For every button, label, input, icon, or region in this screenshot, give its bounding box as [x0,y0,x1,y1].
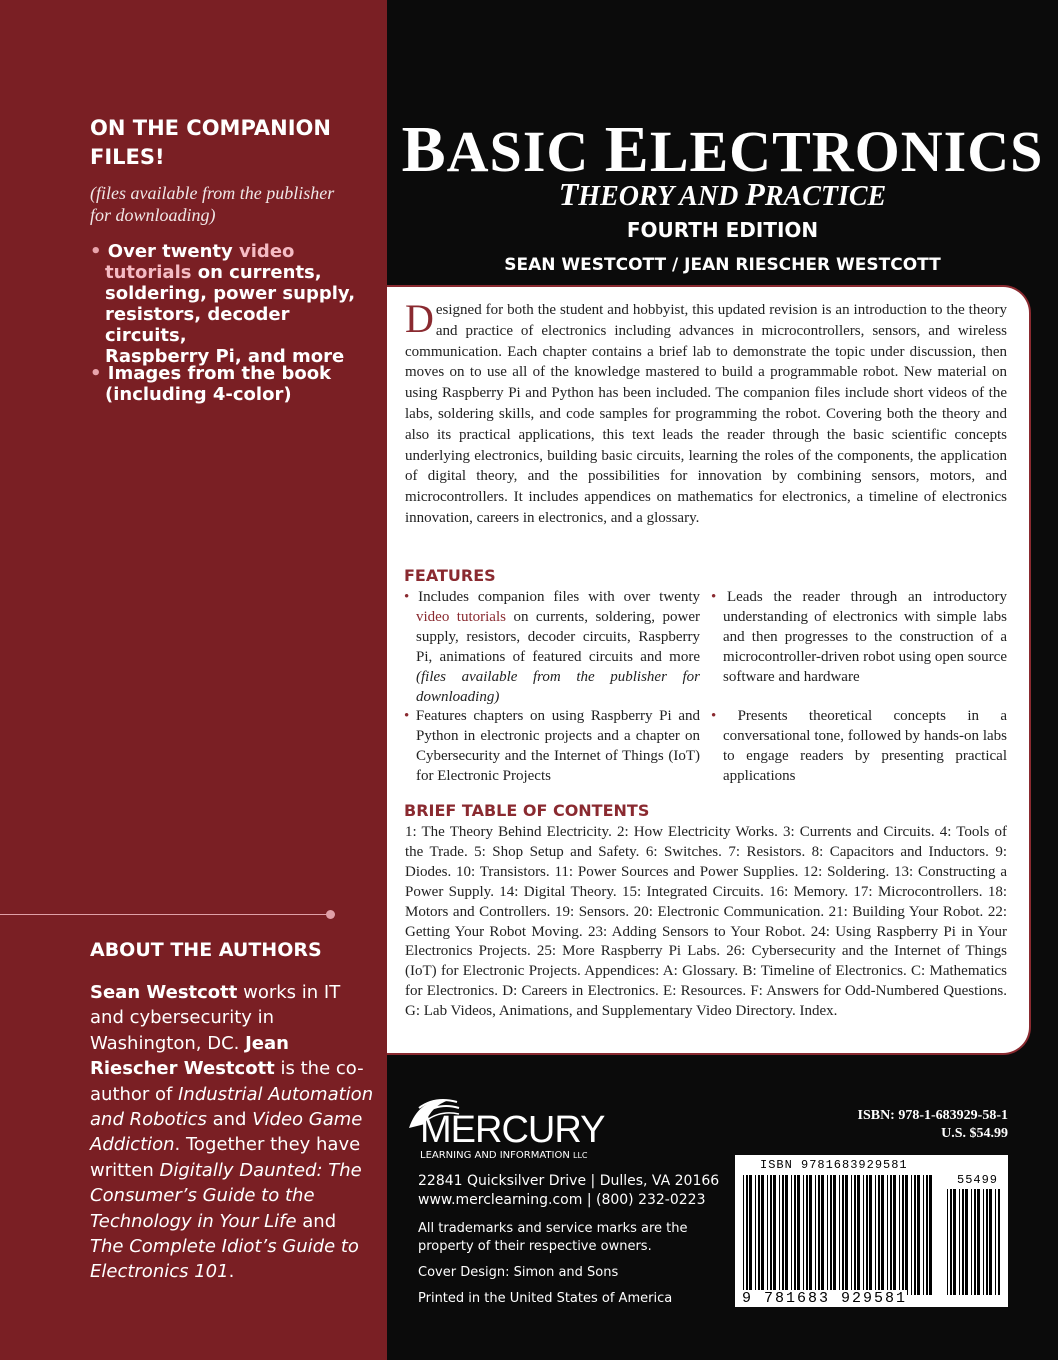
drop-cap: D [405,296,434,341]
barcode-bar [911,1175,912,1295]
barcode-bar [878,1175,880,1295]
barcode-bar [773,1175,776,1295]
barcode-bar [881,1175,884,1295]
barcode-bar [989,1189,992,1295]
barcode-bar [905,1175,908,1295]
barcode-bar [845,1175,848,1295]
companion-heading-line1: ON THE COMPANION [90,116,331,140]
barcode-bar [902,1175,904,1295]
barcode-bar [857,1175,860,1295]
edition: FOURTH EDITION [626,218,819,242]
barcode-bar [986,1189,988,1295]
bullet-dot-icon: • [711,589,727,605]
trademark-line1: All trademarks and service marks are the [418,1221,688,1236]
bullet-dot-icon: • [404,589,419,605]
barcode-bar [875,1175,876,1295]
divider-line [0,914,330,915]
barcode-bar [998,1189,1000,1295]
barcode-bar [815,1175,816,1295]
barcode-bar [746,1175,748,1295]
barcode-bar [758,1175,760,1295]
barcode-bar [866,1175,868,1295]
barcode-bar [830,1175,832,1295]
companion-bullet-images: • Images from the book (including 4-color) [90,363,332,405]
barcode-bar [779,1175,780,1295]
feature-item: • Includes companion files with over twenty video tutorials on currents, soldering, power supply, resistors, decoder circuits, Raspberry Pi, animations of featured circuits and more (files available from the publisher for downloading) [404,589,700,705]
barcode-bar [821,1175,824,1295]
barcode-bar [983,1189,984,1295]
companion-heading-line2: FILES! [90,145,165,169]
barcode-bar [863,1175,864,1295]
barcode-bar [971,1189,972,1295]
barcode-bar [833,1175,836,1295]
barcode-bar [950,1189,952,1295]
cover-design: Cover Design: Simon and Sons [418,1265,619,1280]
barcode-number: 9 781683 929581 [742,1290,908,1307]
bullet-dot-icon: • [404,708,416,724]
authors-line: SEAN WESTCOTT / JEAN RIESCHER WESTCOTT [504,255,941,275]
barcode-bar [827,1175,828,1295]
barcode-bar [818,1175,820,1295]
barcode-bar [965,1189,968,1295]
barcode-bar [917,1175,920,1295]
companion-subtitle-line2: for downloading) [90,205,216,225]
barcode-bar [914,1175,916,1295]
companion-subtitle-line1: (files available from the publisher [90,183,335,203]
barcode-bar [959,1189,960,1295]
barcode-bar [794,1175,796,1295]
barcode-bar [929,1175,932,1295]
isbn-number: ISBN: 978-1-683929-58-1 [857,1108,1008,1123]
barcode-bar [977,1189,980,1295]
barcode-bar [962,1189,964,1295]
barcode-bar [842,1175,844,1295]
publisher-web: www.merclearning.com | (800) 232-0223 [418,1192,706,1208]
bullet-dot-icon: • [90,241,108,262]
barcode-bar [890,1175,892,1295]
publisher-name: MERCURY [420,1109,605,1151]
barcode-bar [761,1175,764,1295]
barcode-bar [923,1175,924,1295]
book-title: BASIC ELECTRONICS [401,113,1044,186]
barcode-bar [755,1175,756,1295]
printed-in: Printed in the United States of America [418,1291,673,1306]
divider-dot [326,910,335,919]
barcode-bar [791,1175,792,1295]
book-subtitle: THEORY AND PRACTICE [558,176,887,212]
about-authors-heading: ABOUT THE AUTHORS [90,939,322,961]
isbn-block [760,1107,1008,1143]
barcode-price-text: 55499 [957,1173,999,1187]
barcode-bar [887,1175,888,1295]
features-heading: FEATURES [404,566,496,585]
barcode-bar [806,1175,808,1295]
barcode-bar [770,1175,772,1295]
publisher-subname: LEARNING AND INFORMATION LLC [420,1150,588,1161]
feature-item: • Leads the reader through an introductory understanding of electronics with simple labs and then progresses to the construction of a microcontroller-driven robot using open source software and hardware [711,589,1007,685]
toc-heading: BRIEF TABLE OF CONTENTS [404,801,650,820]
barcode-bar [869,1175,872,1295]
barcode-bar [839,1175,840,1295]
barcode-bar [899,1175,900,1295]
barcode-bar [749,1175,752,1295]
barcode-bar [782,1175,784,1295]
barcode-bar [974,1189,976,1295]
table-of-contents: 1: The Theory Behind Electricity. 2: How Electricity Works. 3: Currents and Circuits. 4: Tools of the Trade. 5: Shop Setup and Safety. 6: Switches. 7: Resistors. 8: Capacitors and Inductors. 9: Diodes. 10: Transistors. 11: Power Sources and Power Supplies. 12: Soldering. 13: Constructing a Power Supply. 14: Digital Theory. 15: Integrated Circuits. 16: Memory. 17: Microcontrollers. 18: Motors and Controllers. 19: Sensors. 20: Electronic Communication. 21: Building Your Robot. 22: Getting Your Robot Moving. 23: Adding Sensors to Your Robot. 24: Using Raspberry Pi in Your Electronics Projects. 25: More Raspberry Pi Labs. 26: Cybersecurity and the Internet of Things (IoT) for Electronic Projects. Appendices: A: Glossary. B: Timeline of Electronics. C: Mathematics for Electronics. D: Careers in Electronics. E: Resources. F: Answers for Odd-Numbered Questions. G: Lab Videos, Animations, and Supplementary Video Directory. Index. [405,824,1007,1020]
barcode-bar [854,1175,856,1295]
feature-item: • Presents theoretical concepts in a conversational tone, followed by hands-on labs to engage readers by presenting practical applications [711,708,1007,784]
barcode-bar [803,1175,804,1295]
barcode-bar [851,1175,852,1295]
barcode-bar [809,1175,812,1295]
bullet-dot-icon: • [711,708,738,724]
trademark-line2: property of their respective owners. [418,1239,652,1254]
bullet-dot-icon: • [90,363,108,384]
companion-bullet-video: • Over twenty video tutorials on currents, soldering, power supply, resistors, decoder circuits, Raspberry Pi, and more [90,241,356,367]
book-description: Designed for both the student and hobbyist, this updated revision is an introduction to the theory and practice of electronics including advances in microcontrollers, sensors, and wireless communication. Each chapter contains a brief lab to demonstrate the topic under discussion, then moves on to use all of the knowledge mastered to build a programmable robot. New material on using Raspberry Pi and Python has been included. The companion files include short videos of the labs, soldering skills, and code samples for programming the robot. Covering both the theory and also its practical applications, this text leads the reader through the basic scientific concepts underlying electronics, building basic circuits, learning the roles of the components, the application of digital theory, and the possibilities for innovation by combining sensors, motors, and microcontrollers. It includes appendices on mathematics for electronics, a timeline of electronics innovation, careers in electronics, and a glossary. [405,296,1007,526]
barcode-bar [953,1189,956,1295]
feature-item: • Features chapters on using Raspberry Pi and Python in electronic projects and a chapter on Cybersecurity and the Internet of Things (IoT) for Electronic Projects [404,708,700,784]
barcode-bar [797,1175,800,1295]
barcode-bar [995,1189,996,1295]
publisher-address: 22841 Quicksilver Drive | Dulles, VA 20166 [418,1173,720,1189]
barcode-bar [926,1175,928,1295]
barcode-isbn-text: ISBN 9781683929581 [760,1158,908,1172]
barcode-bar [947,1189,948,1295]
barcode-bar [893,1175,896,1295]
barcode-bar [743,1175,744,1295]
barcode-bar [785,1175,788,1295]
price: U.S. $54.99 [941,1126,1008,1141]
about-authors-text: Sean Westcott works in IT and cybersecurity in Washington, DC. Jean Riescher Westcott is the co-author of Industrial Automation and Robotics and Video Game Addiction. Together they have written Digitally Daunted: The Consumer’s Guide to the Technology in Your Life and The Complete Idiot’s Guide to Electronics 101. [90,982,374,1283]
barcode-bar [767,1175,768,1295]
